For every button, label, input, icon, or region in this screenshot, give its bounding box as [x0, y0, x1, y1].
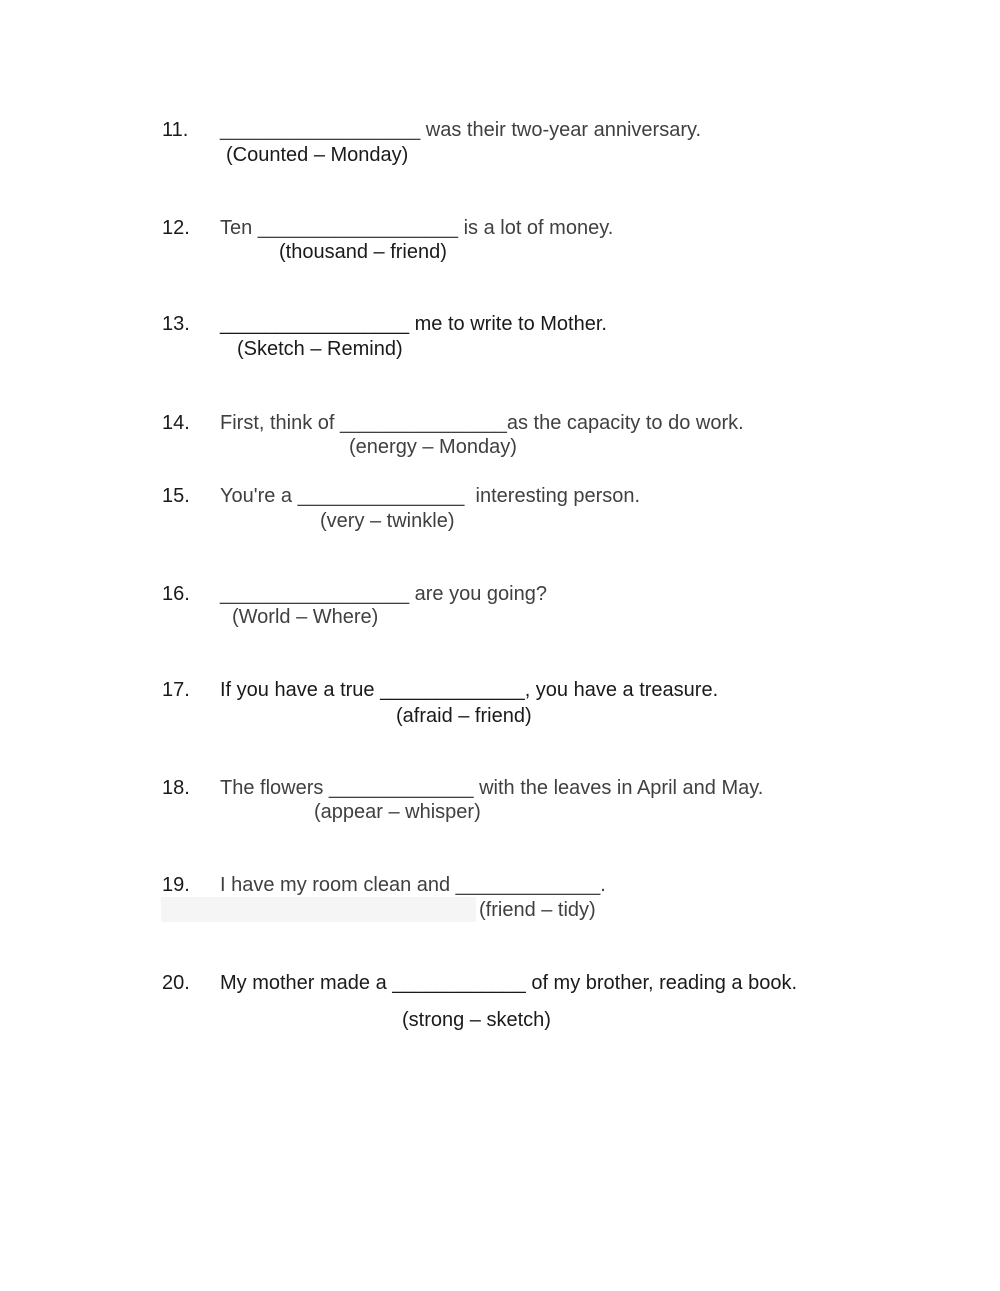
question-number-11: 11.: [162, 119, 189, 141]
question-sentence-16: _________________ are you going?: [220, 583, 547, 605]
question-choices-18: (appear – whisper): [314, 801, 481, 823]
question-choices-13: (Sketch – Remind): [237, 338, 403, 360]
question-choices-14: (energy – Monday): [349, 436, 517, 458]
question-choices-17: (afraid – friend): [396, 705, 532, 727]
question-sentence-11: __________________ was their two-year anniversary.: [220, 119, 702, 141]
question-number-18: 18.: [162, 777, 190, 799]
question-number-17: 17.: [162, 679, 190, 701]
question-number-15: 15.: [162, 485, 190, 507]
question-number-16: 16.: [162, 583, 190, 605]
question-sentence-14: First, think of _______________as the capacity to do work.: [220, 412, 744, 434]
question-sentence-20: My mother made a ____________ of my brother, reading a book.: [220, 972, 798, 994]
question-sentence-18: The flowers _____________ with the leaves in April and May.: [220, 777, 764, 799]
question-sentence-13: _________________ me to write to Mother.: [220, 313, 607, 335]
question-number-13: 13.: [162, 313, 190, 335]
question-sentence-12: Ten __________________ is a lot of money.: [220, 217, 614, 239]
question-sentence-17: If you have a true _____________, you have a treasure.: [220, 679, 719, 701]
question-sentence-19: I have my room clean and _____________.: [220, 874, 606, 896]
question-number-12: 12.: [162, 217, 190, 239]
highlight-band: [161, 897, 476, 922]
question-choices-20: (strong – sketch): [402, 1009, 551, 1031]
question-choices-12: (thousand – friend): [279, 241, 447, 263]
question-number-19: 19.: [162, 874, 190, 896]
question-choices-16: (World – Where): [232, 606, 379, 628]
question-choices-15: (very – twinkle): [320, 510, 455, 532]
question-choices-11: (Counted – Monday): [226, 144, 409, 166]
question-sentence-15: You're a _______________ interesting person.: [220, 485, 641, 507]
question-number-14: 14.: [162, 412, 190, 434]
question-choices-19: (friend – tidy): [479, 899, 596, 921]
question-number-20: 20.: [162, 972, 190, 994]
